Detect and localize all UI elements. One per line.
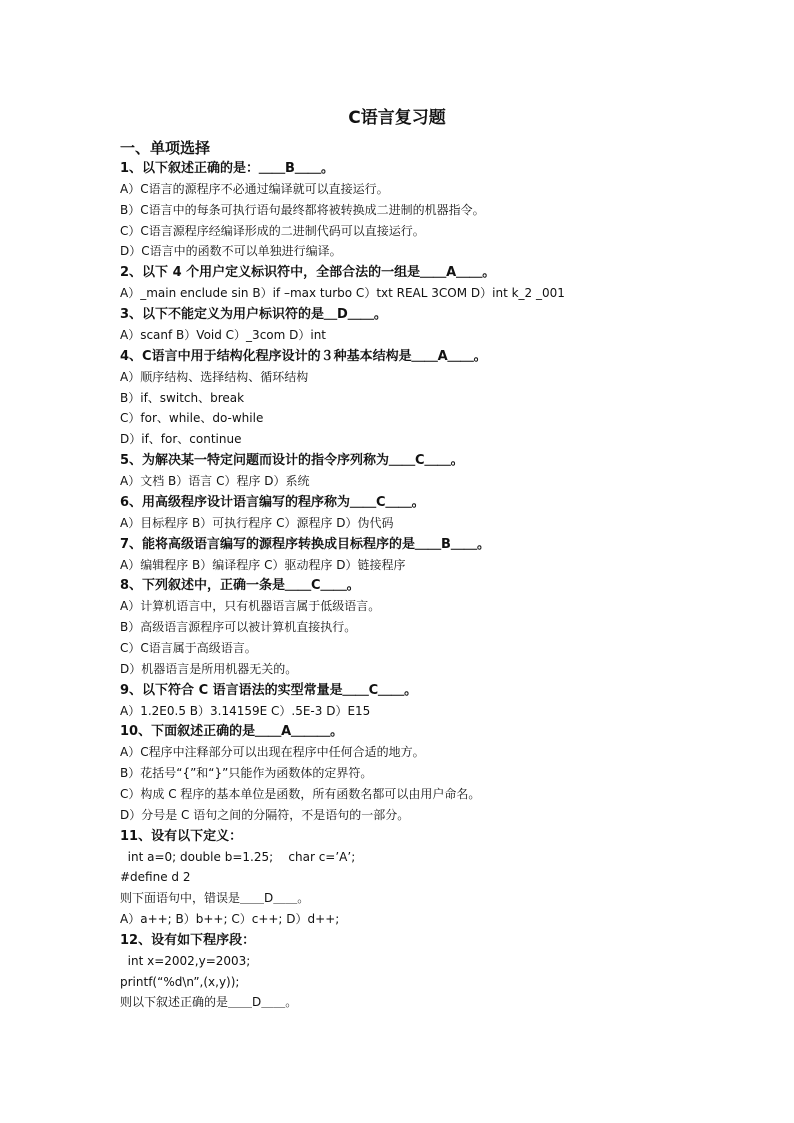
question-line: A）scanf B）Void C）_3com D）int — [120, 327, 327, 342]
question-text: 12、设有如下程序段： — [120, 932, 256, 948]
document-content — [120, 106, 720, 1013]
question-line: C）C语言属于高级语言。 — [120, 640, 257, 655]
question-line: B）C语言中的每条可执行语句最终都将被转换成二进制的机器指令。 — [120, 202, 485, 217]
section-heading: 一、单项选择 — [120, 139, 211, 157]
question-line: A）顺序结构、选择结构、循环结构 — [120, 369, 309, 384]
question-text: 1、以下叙述正确的是：＿＿B＿＿。 — [120, 161, 334, 176]
question-line: A）_main enclude sin B）if –max turbo C）txt REAL 3COM D）int k_2 _001 — [120, 286, 565, 301]
question-block — [120, 680, 720, 722]
question-text: 2、以下 4 个用户定义标识符中，全部合法的一组是＿＿A＿＿。 — [120, 265, 496, 281]
question-block — [120, 346, 720, 450]
question-text: 10、下面叙述正确的是＿＿A＿＿＿。 — [120, 724, 344, 740]
question-line: C）构成 C 程序的基本单位是函数，所有函数名都可以由用户命名。 — [120, 786, 481, 801]
question-block — [120, 262, 720, 304]
question-line: D）机器语言是所用机器无关的。 — [120, 661, 298, 676]
question-block — [120, 492, 720, 534]
question-line: D）C语言中的函数不可以单独进行编译。 — [120, 244, 342, 259]
question-block — [120, 304, 720, 346]
question-line: B）花括号“{”和“}”只能作为函数体的定界符。 — [120, 766, 373, 781]
question-block — [120, 158, 720, 262]
question-line: int x=2002,y=2003; — [120, 953, 251, 968]
question-line: #define d 2 — [120, 870, 191, 885]
question-block — [120, 721, 720, 825]
question-line: 则下面语句中，错误是＿＿D＿＿。 — [120, 891, 310, 906]
question-line: C）for、while、do-while — [120, 411, 264, 426]
question-line: A）1.2E0.5 B）3.14159E C）.5E-3 D）E15 — [120, 703, 371, 718]
question-text: 9、以下符合 C 语言语法的实型常量是＿＿C＿＿。 — [120, 682, 418, 698]
question-line: A）文档 B）语言 C）程序 D）系统 — [120, 473, 310, 488]
question-text: 11、设有以下定义： — [120, 828, 243, 844]
question-block — [120, 826, 720, 930]
question-block — [120, 534, 720, 576]
question-text: 5、为解决某一特定问题而设计的指令序列称为＿＿C＿＿。 — [120, 452, 464, 468]
question-line: int a=0; double b=1.25; char c=’A’; — [120, 849, 356, 864]
question-line: A）计算机语言中，只有机器语言属于低级语言。 — [120, 599, 381, 614]
question-line: D）分号是 C 语句之间的分隔符，不是语句的一部分。 — [120, 807, 410, 822]
question-line: 则以下叙述正确的是＿＿D＿＿。 — [120, 995, 298, 1010]
question-text: 3、以下不能定义为用户标识符的是＿D＿＿。 — [120, 306, 387, 322]
question-text: 8、下列叙述中，正确一条是＿＿C＿＿。 — [120, 578, 360, 594]
question-block — [120, 450, 720, 492]
question-line: D）if、for、continue — [120, 432, 242, 447]
question-line: A）C程序中注释部分可以出现在程序中任何合适的地方。 — [120, 745, 425, 760]
question-text: 6、用高级程序设计语言编写的程序称为＿＿C＿＿。 — [120, 494, 425, 510]
question-block — [120, 575, 720, 679]
question-line: A）目标程序 B）可执行程序 C）源程序 D）伪代码 — [120, 515, 394, 530]
question-line: B）if、switch、break — [120, 390, 245, 405]
question-line: B）高级语言源程序可以被计算机直接执行。 — [120, 620, 357, 635]
question-line: C）C语言源程序经编译形成的二进制代码可以直接运行。 — [120, 223, 425, 238]
question-text: 7、能将高级语言编写的源程序转换成目标程序的是＿＿B＿＿。 — [120, 536, 490, 552]
question-line: A）C语言的源程序不必通过编译就可以直接运行。 — [120, 182, 389, 196]
question-text: 4、C语言中用于结构化程序设计的３种基本结构是＿＿A＿＿。 — [120, 348, 487, 364]
question-block — [120, 930, 720, 1013]
page-title: C语言复习题 — [348, 108, 446, 128]
question-line: A）a++; B）b++; C）c++; D）d++; — [120, 911, 340, 926]
question-line: printf(“%d\n”,(x,y)); — [120, 974, 240, 989]
question-list — [120, 158, 720, 1013]
question-line: A）编辑程序 B）编译程序 C）驱动程序 D）链接程序 — [120, 557, 406, 572]
